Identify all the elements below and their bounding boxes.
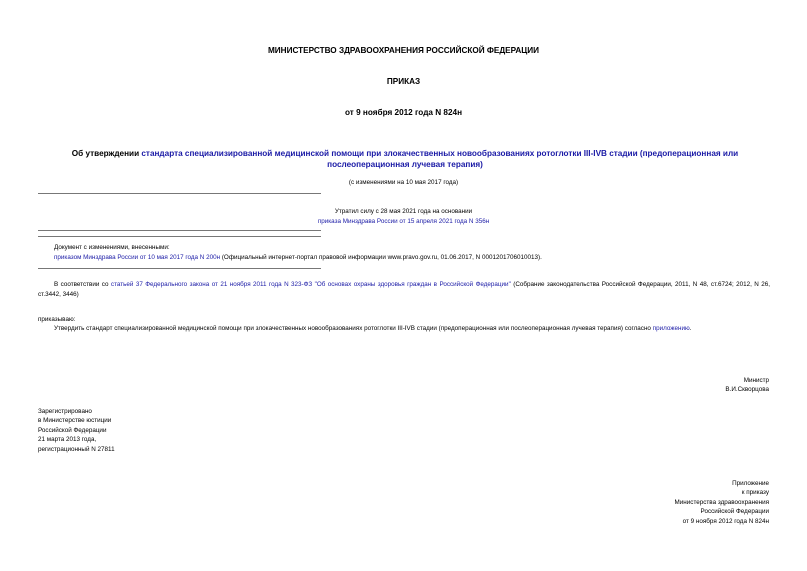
registration-block bbox=[38, 407, 115, 454]
date-number-heading: от 9 ноября 2012 года N 824н bbox=[344, 108, 463, 117]
appendix-line: к приказу bbox=[741, 489, 769, 497]
amendments-label: Документ с изменениями, внесенными: bbox=[54, 244, 170, 251]
registration-line: регистрационный N 27811 bbox=[38, 445, 115, 453]
appendix-line: Российской Федерации bbox=[700, 508, 769, 516]
title-prefix: Об утверждении bbox=[71, 149, 142, 158]
appendix-line: от 9 ноября 2012 года N 824н bbox=[682, 517, 769, 525]
title-standard-link[interactable]: стандарта специализированной медицинской помощи при злокачественных новообразованиях ротоглотки III-IVB стадии (предоперационная или послеоперационная лучевая терапия) bbox=[141, 149, 739, 169]
divider bbox=[38, 230, 321, 231]
basis-law-link[interactable]: статьей 37 Федерального закона от 21 ноября 2011 года N 323-ФЗ "Об основах охраны здоровья граждан в Российской Федерации" bbox=[110, 281, 511, 288]
signature-name: В.И.Скворцова bbox=[725, 386, 769, 394]
basis-prefix: В соответствии со bbox=[54, 281, 111, 288]
amended-note: (с изменениями на 10 мая 2017 года) bbox=[348, 179, 459, 186]
ministry-heading: МИНИСТЕРСТВО ЗДРАВООХРАНЕНИЯ РОССИЙСКОЙ ФЕДЕРАЦИИ bbox=[267, 46, 540, 55]
void-notice-link[interactable]: приказа Минздрава России от 15 апреля 2021 года N 356н bbox=[317, 218, 490, 225]
appendix-link[interactable]: приложению bbox=[652, 325, 690, 332]
appendix-line: Министерства здравоохранения bbox=[674, 498, 769, 506]
order-label: приказываю: bbox=[38, 316, 76, 323]
basis-rest: (Собрание законодательства Российской Федерации, 2011, N 48, ст.6724; 2012, N 26, ст.3442, 3446) bbox=[38, 281, 770, 298]
registration-line: Российской Федерации bbox=[38, 426, 107, 434]
doc-type-heading: ПРИКАЗ bbox=[386, 77, 421, 86]
appendix-line: Приложение bbox=[732, 480, 769, 487]
order-text: Утвердить стандарт специализированной медицинской помощи при злокачественных новообразованиях ротоглотки III-IVB стадии (предоперационная или послеоперационная лучевая терапия) согласно bbox=[54, 325, 653, 332]
appendix-block bbox=[675, 479, 769, 526]
void-notice-line: Утратил силу с 28 мая 2021 года на основании bbox=[334, 208, 473, 215]
divider bbox=[38, 236, 321, 237]
registration-line: в Министерстве юстиции bbox=[38, 417, 112, 425]
amendments-link[interactable]: приказом Минздрава России от 10 мая 2017 года N 200н bbox=[54, 254, 221, 261]
document-title bbox=[36, 148, 774, 170]
signature-block bbox=[725, 376, 769, 395]
registration-line: Зарегистрировано bbox=[38, 408, 92, 415]
divider bbox=[38, 268, 321, 269]
registration-line: 21 марта 2013 года, bbox=[38, 436, 97, 444]
signature-position: Министр bbox=[743, 377, 769, 384]
amendments-rest: (Официальный интернет-портал правовой информации www.pravo.gov.ru, 01.06.2017, N 0001201706010013). bbox=[220, 254, 542, 261]
basis-paragraph bbox=[38, 280, 770, 300]
order-end: . bbox=[689, 325, 692, 332]
divider bbox=[38, 193, 321, 194]
amendments-line bbox=[54, 253, 542, 262]
order-paragraph bbox=[38, 324, 770, 334]
